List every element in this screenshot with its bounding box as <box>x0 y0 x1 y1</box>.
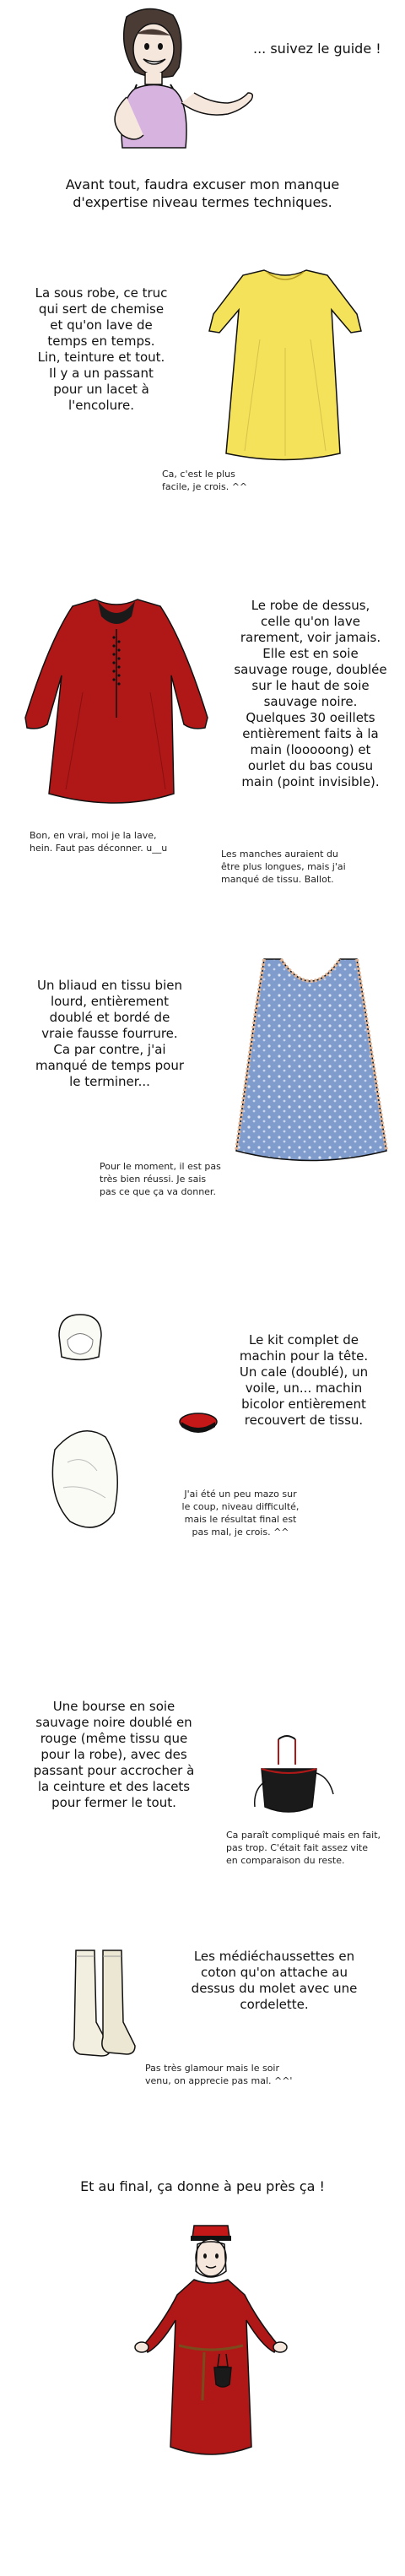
yellow-underdress-image <box>192 263 378 462</box>
girl-guide-illustration <box>101 8 270 152</box>
socks-description: Les médiéchaussettes en coton qu'on attache au dessus du molet avec une cordelette. <box>191 1949 358 2012</box>
final-caption: Et au final, ça donne à peu près ça ! <box>80 2178 325 2194</box>
bliaud-description: Un bliaud en tissu bien lourd, entièrement doublé et bordé de vraie fausse fourrure. Ca par contre, j'ai manqué de temps pour le terminer... <box>35 978 185 1089</box>
overdress-note-right: Les manches auraient du être plus longues, mais j'ai manqué de tissu. Ballot. <box>221 849 346 885</box>
intro-apology: Avant tout, faudra excuser mon manque d'expertise niveau termes techniques. <box>65 176 340 210</box>
final-costume-girl-image <box>110 2219 312 2464</box>
red-overdress-image <box>15 591 218 812</box>
overdress-note-left: Bon, en vrai, moi je la lave, hein. Faut pas déconner. u__u <box>30 830 168 854</box>
bliaud-note: Pour le moment, il est pas très bien réussi. Je sais pas ce que ça va donner. <box>100 1161 221 1197</box>
underdress-description: La sous robe, ce truc qui sert de chemise et qu'on lave de temps en temps. Lin, teinture et tout. Il y a un passant pour un lacet à l'encolure. <box>35 285 168 413</box>
underdress-note: Ca, c'est le plus facile, je crois. ^^ <box>162 469 248 492</box>
headwear-description: Le kit complet de machin pour la tête. Un cale (doublé), un voile, un... machin bicolor entièrement recouvert de tissu. <box>239 1332 369 1428</box>
intro-speech: ... suivez le guide ! <box>253 41 381 57</box>
black-purse-image <box>245 1731 338 1824</box>
overdress-description: Le robe de dessus, celle qu'on lave rarement, voir jamais. Elle est en soie sauvage rouge, doublée sur le haut de soie sauvage noire. Quelques 30 oeillets entièrement faits à la main (looooong) et ourlet du bas cousu main (point invisible). <box>234 598 387 789</box>
cotton-socks-image <box>68 1946 143 2064</box>
headwear-note: J'ai été un peu mazo sur le coup, niveau difficulté, mais le résultat final est pas mal, je crois. ^^ <box>181 1489 300 1537</box>
blue-bliaud-image <box>226 952 395 1170</box>
purse-description: Une bourse en soie sauvage noire doublé en rouge (même tissu que pour la robe), avec des passant pour accrocher à la ceinture et des lacets pour fermer le tout. <box>33 1699 195 1810</box>
purse-note: Ca paraît compliqué mais en fait, pas trop. C'était fait assez vite en comparaison du reste. <box>226 1830 381 1866</box>
socks-note: Pas très glamour mais le soir venu, on apprecie pas mal. ^^' <box>145 2063 293 2086</box>
